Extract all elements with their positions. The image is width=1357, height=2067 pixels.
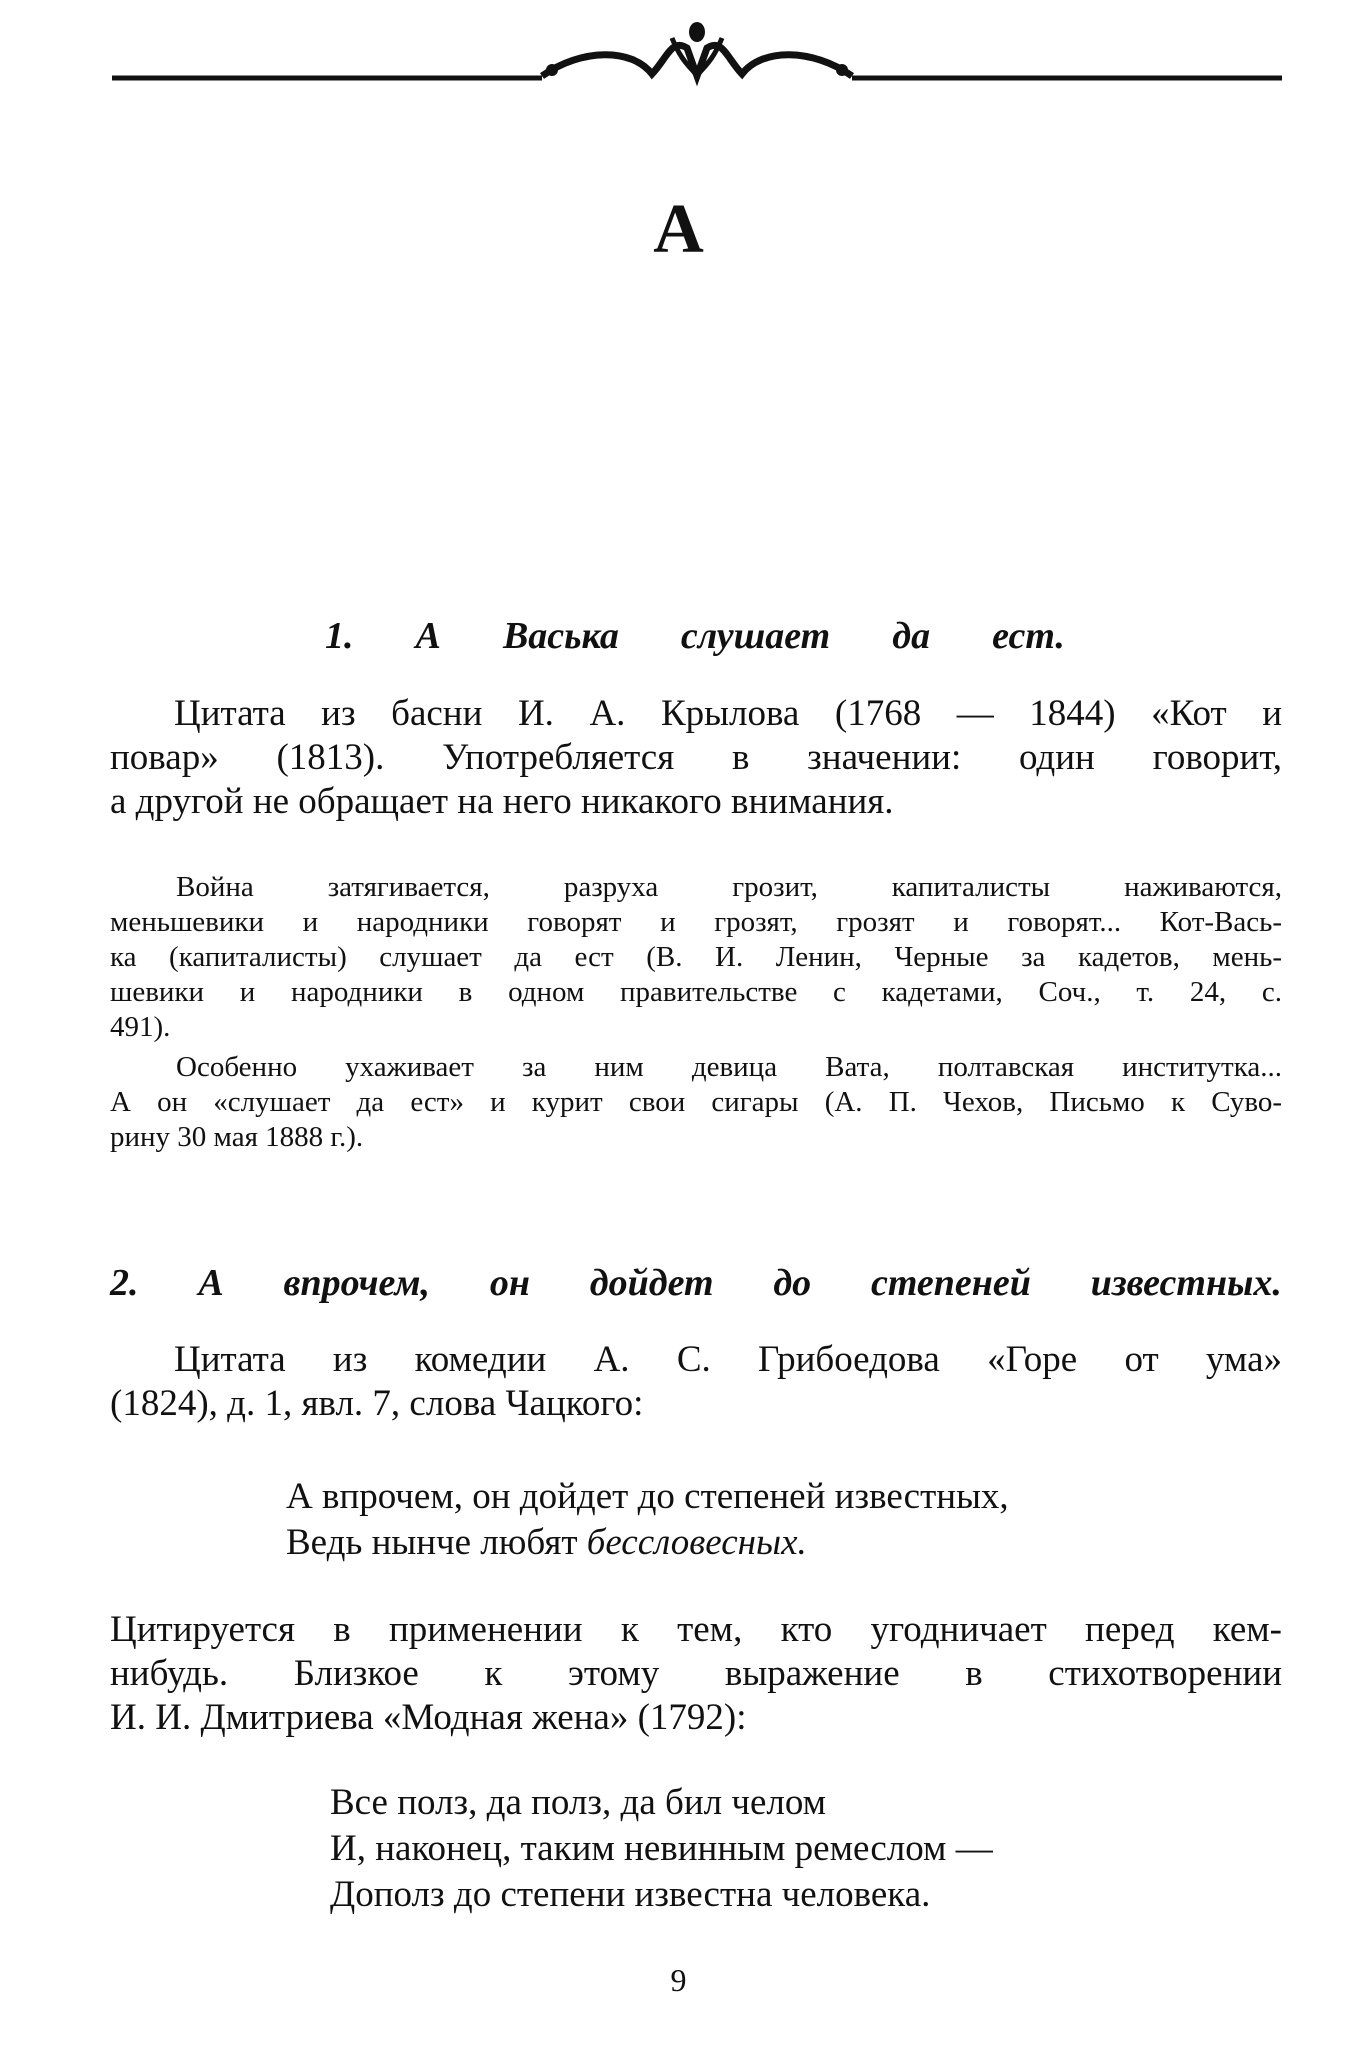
entry-1-quote-lenin xyxy=(110,870,1282,1045)
entry-2-word: дойдет xyxy=(589,1262,714,1304)
entry-2-verse-dmitriev xyxy=(330,1780,993,1918)
entry-2-usage xyxy=(110,1608,1282,1740)
text-line: меньшевики и народники говорят и грозят, грозят и говорят... Кот-Вась- xyxy=(110,906,1282,938)
entry-2-word: до xyxy=(773,1262,812,1304)
entry-1-heading xyxy=(325,614,1065,658)
text-line: Цитата из комедии А. С. Грибоедова «Горе от ума» xyxy=(174,1339,1282,1380)
text-line: шевики и народники в одном правительстве с кадетами, Соч., т. 24, с. xyxy=(110,976,1282,1008)
text-line: И. И. Дмитриева «Модная жена» (1792): xyxy=(110,1697,747,1738)
text-line: (1824), д. 1, явл. 7, слова Чацкого: xyxy=(110,1383,644,1424)
section-letter: А xyxy=(653,191,704,268)
text-line: ка (капиталисты) слушает да ест (В. И. Ленин, Черные за кадетов, мень- xyxy=(110,941,1282,973)
entry-2-word: впрочем, xyxy=(283,1262,431,1304)
verse-line xyxy=(286,1520,1009,1566)
entry-2-heading xyxy=(110,1261,1282,1305)
entry-2-verse-griboedov xyxy=(286,1474,1009,1566)
page-number: 9 xyxy=(670,1962,687,1998)
verse-line: А впрочем, он дойдет до степеней известных, xyxy=(286,1476,1009,1517)
text-line: Цитируется в применении к тем, кто угодничает перед кем- xyxy=(110,1609,1282,1650)
entry-1-word: да xyxy=(892,615,931,657)
entry-2-word: он xyxy=(489,1262,530,1304)
text-line: Цитата из басни И. А. Крылова (1768 — 1844) «Кот и xyxy=(174,693,1282,734)
entry-1-explanation xyxy=(110,692,1282,824)
entry-1-quote-chekhov xyxy=(110,1050,1282,1155)
text-line: 491). xyxy=(110,1011,171,1043)
verse-text: Ведь нынче любят xyxy=(286,1522,587,1563)
entry-2-number: 2. xyxy=(110,1262,139,1304)
verse-line: Все полз, да полз, да бил челом xyxy=(330,1782,827,1823)
text-line: Война затягивается, разруха грозит, капиталисты наживаются, xyxy=(176,871,1282,903)
entry-2-word: А xyxy=(198,1262,224,1304)
entry-1-number: 1. xyxy=(325,615,354,657)
text-line: А он «слушает да ест» и курит свои сигары (А. П. Чехов, Письмо к Суво- xyxy=(110,1086,1282,1118)
text-line: а другой не обращает на него никакого внимания. xyxy=(110,781,894,822)
entry-2-explanation xyxy=(110,1338,1282,1426)
entry-1-word: ест. xyxy=(992,615,1065,657)
text-line: Особенно ухаживает за ним девица Вата, полтавская институтка... xyxy=(176,1051,1282,1083)
verse-italic-word: бессловесных. xyxy=(586,1522,807,1563)
decorative-header-rule xyxy=(112,18,1282,98)
text-line: повар» (1813). Употребляется в значении: один говорит, xyxy=(110,737,1282,778)
text-line: нибудь. Близкое к этому выражение в стихотворении xyxy=(110,1653,1282,1694)
text-line: рину 30 мая 1888 г.). xyxy=(110,1121,364,1153)
verse-line: Дополз до степени известна человека. xyxy=(330,1874,931,1915)
entry-1-word: А xyxy=(415,615,441,657)
entry-2-word: известных. xyxy=(1090,1262,1282,1304)
verse-line: И, наконец, таким невинным ремеслом — xyxy=(330,1828,993,1869)
entry-1-word: слушает xyxy=(680,615,831,657)
entry-1-word: Васька xyxy=(502,615,619,657)
entry-2-word: степеней xyxy=(871,1262,1031,1304)
